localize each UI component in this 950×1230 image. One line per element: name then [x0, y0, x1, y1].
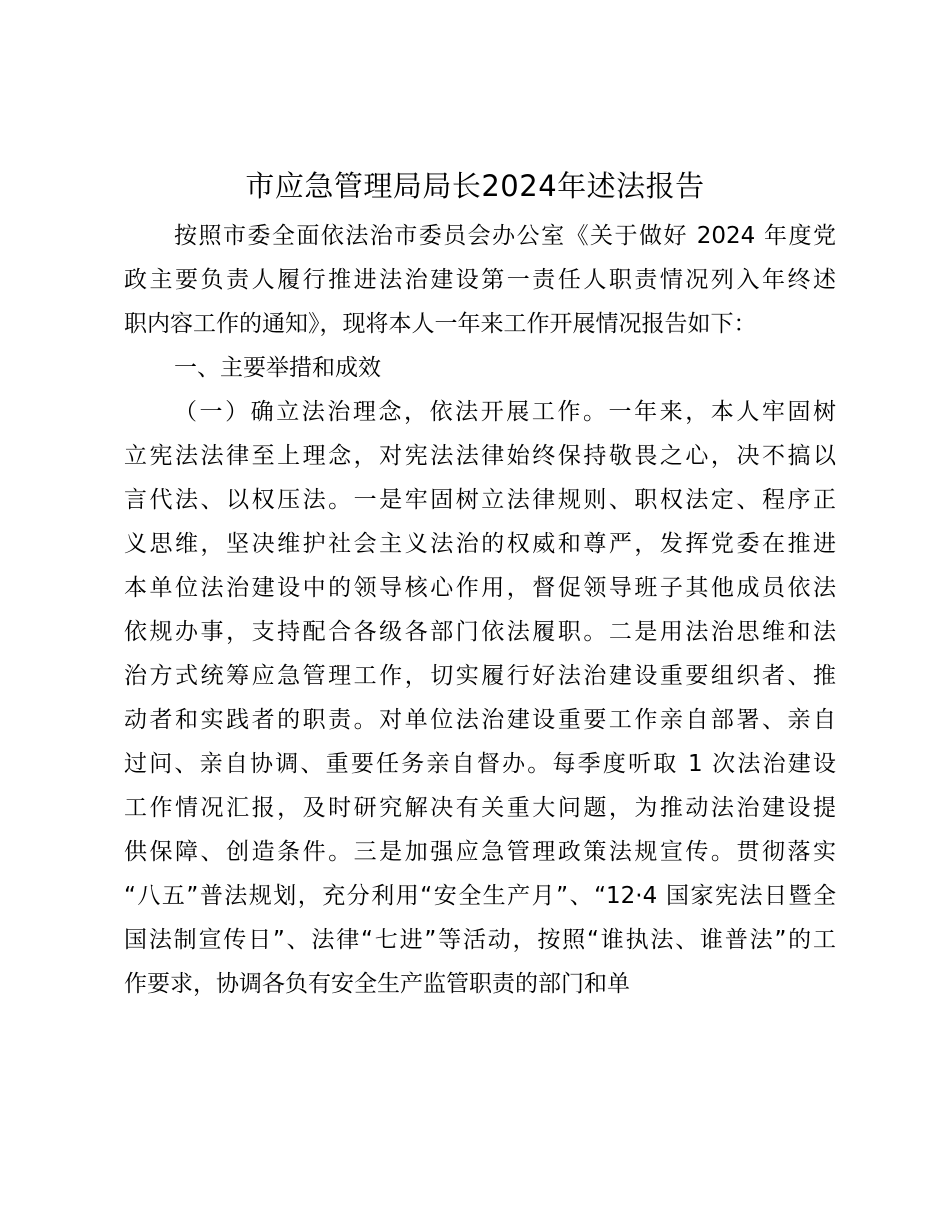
paragraph-line: 义思维，坚决维护社会主义法治的权威和尊严，发挥党委在推进: [124, 531, 836, 557]
paragraph-line: 过问、亲自协调、重要任务亲自督办。每季度听取 1 次法治建设: [124, 751, 836, 777]
paragraph-line: 工作情况汇报，及时研究解决有关重大问题，为推动法治建设提: [124, 795, 836, 821]
paragraph-line: 动者和实践者的职责。对单位法治建设重要工作亲自部署、亲自: [124, 707, 836, 733]
intro-line: 政主要负责人履行推进法治建设第一责任人职责情况列入年终述: [124, 267, 836, 293]
paragraph-line: （一）确立法治理念，依法开展工作。一年来，本人牢固树: [174, 399, 836, 425]
paragraph-line: 供保障、创造条件。三是加强应急管理政策法规宣传。贯彻落实: [124, 839, 836, 865]
paragraph-line: 言代法、以权压法。一是牢固树立法律规则、职权法定、程序正: [124, 487, 836, 513]
paragraph-line: “八五”普法规划，充分利用“安全生产月”、“12·4 国家宪法日暨全: [124, 883, 836, 909]
paragraph-line: 本单位法治建设中的领导核心作用，督促领导班子其他成员依法: [124, 575, 836, 601]
document-body: [124, 214, 836, 1006]
document-title: 市应急管理局局长2024年述法报告: [245, 169, 705, 203]
paragraph-line: 治方式统筹应急管理工作，切实履行好法治建设重要组织者、推: [124, 663, 836, 689]
paragraph-line: 国法制宣传日”、法律“七进”等活动，按照“谁执法、谁普法”的工: [124, 927, 836, 953]
paragraph-line: 作要求，协调各负有安全生产监管职责的部门和单: [124, 971, 630, 997]
intro-line: 按照市委全面依法治市委员会办公室《关于做好 2024 年度党: [174, 223, 836, 249]
section-heading: 一、主要举措和成效: [174, 355, 381, 381]
paragraph-line: 依规办事，支持配合各级各部门依法履职。二是用法治思维和法: [124, 619, 836, 645]
intro-line: 职内容工作的通知》，现将本人一年来工作开展情况报告如下：: [124, 311, 757, 337]
paragraph-line: 立宪法法律至上理念，对宪法法律始终保持敬畏之心，决不搞以: [124, 443, 836, 469]
